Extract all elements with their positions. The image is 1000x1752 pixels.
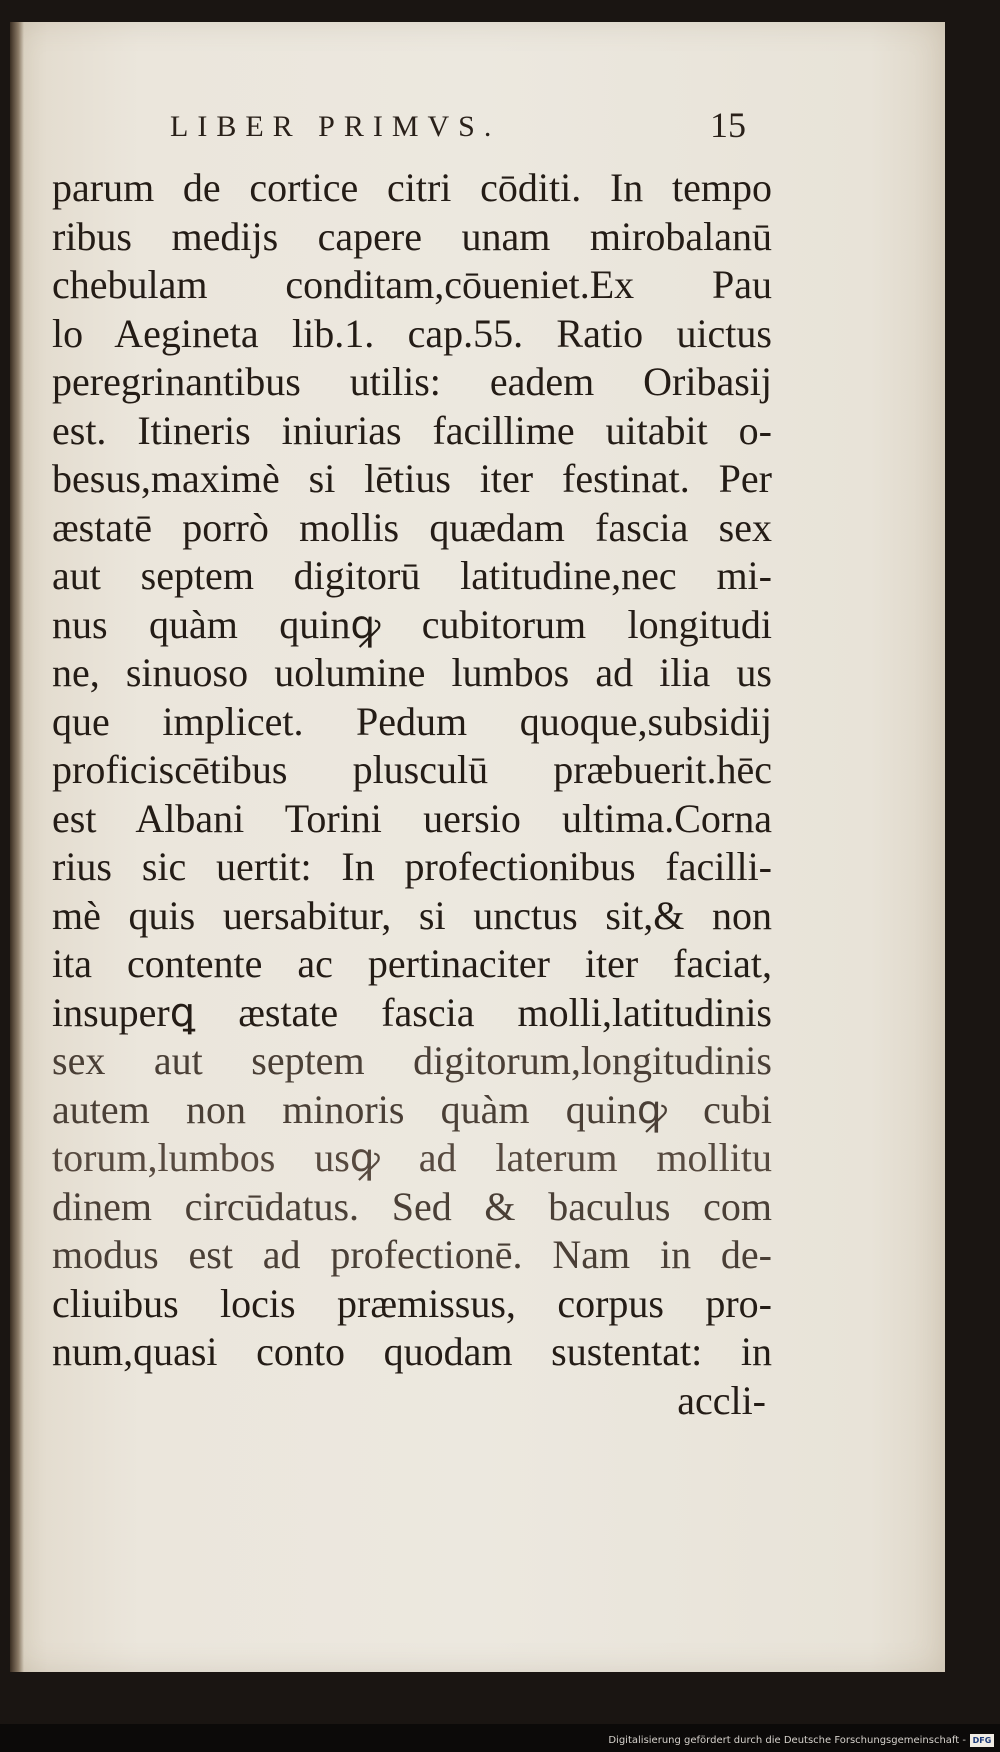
text-line: besus,maximè si lētius iter festinat. Per: [52, 456, 772, 501]
text-line: autem non minoris quàm quinꝙ cubi: [52, 1086, 772, 1132]
text-line: est. Itineris iniurias facillime uitabit o-: [52, 407, 772, 453]
text-line: proficiscētibus plusculū præbuerit.hēc: [52, 747, 772, 792]
text-line: peregrinantibus utilis: eadem Oribasij: [52, 359, 772, 404]
book-page: [10, 22, 945, 1672]
text-line: insuperꝗ æstate fascia molli,latitudinis: [52, 989, 772, 1035]
text-line: num,quasi conto quodam sustentat: in: [52, 1329, 772, 1374]
dfg-logo: DFG: [970, 1734, 994, 1747]
running-title: LIBER PRIMVS.: [170, 110, 501, 143]
text-line: rius sic uertit: In profectionibus facilli-: [52, 844, 772, 889]
text-line: parum de cortice citri cōditi. In tempo: [52, 165, 772, 210]
text-line: dinem circūdatus. Sed & baculus com: [52, 1183, 772, 1229]
text-line: ne, sinuoso uolumine lumbos ad ilia us: [52, 650, 772, 695]
text-line: cliuibus locis præmissus, corpus pro-: [52, 1280, 772, 1326]
text-line: mè quis uersabitur, si unctus sit,& non: [52, 892, 772, 938]
text-line: sex aut septem digitorum,longitudinis: [52, 1038, 772, 1083]
text-line: æstatē porrò mollis quædam fascia sex: [52, 504, 772, 550]
text-line: torum,lumbos usꝙ ad laterum mollitu: [52, 1135, 772, 1180]
text-line: nus quàm quinꝙ cubitorum longitudi: [52, 601, 772, 647]
text-line: est Albani Torini uersio ultima.Corna: [52, 795, 772, 841]
text-line: modus est ad profectionē. Nam in de-: [52, 1232, 772, 1277]
text-line: que implicet. Pedum quoque,subsidij: [52, 698, 772, 744]
digitization-credit: Digitalisierung gefördert durch die Deutsche Forschungsgemeinschaft -: [608, 1735, 966, 1746]
text-line: aut septem digitorū latitudine,nec mi-: [52, 553, 772, 598]
page-number: 15: [710, 105, 746, 145]
body-text: [52, 164, 772, 1425]
text-line: ita contente ac pertinaciter iter faciat,: [52, 941, 772, 986]
text-line: chebulam conditam,cōueniet.Ex Pau: [52, 262, 772, 307]
text-line: lo Aegineta lib.1. cap.55. Ratio uictus: [52, 310, 772, 356]
footer-bar: [0, 1724, 1000, 1752]
text-line: ribus medijs capere unam mirobalanū: [52, 213, 772, 259]
page-gutter-shadow: [10, 22, 24, 1672]
catchword: accli-: [677, 1377, 766, 1423]
